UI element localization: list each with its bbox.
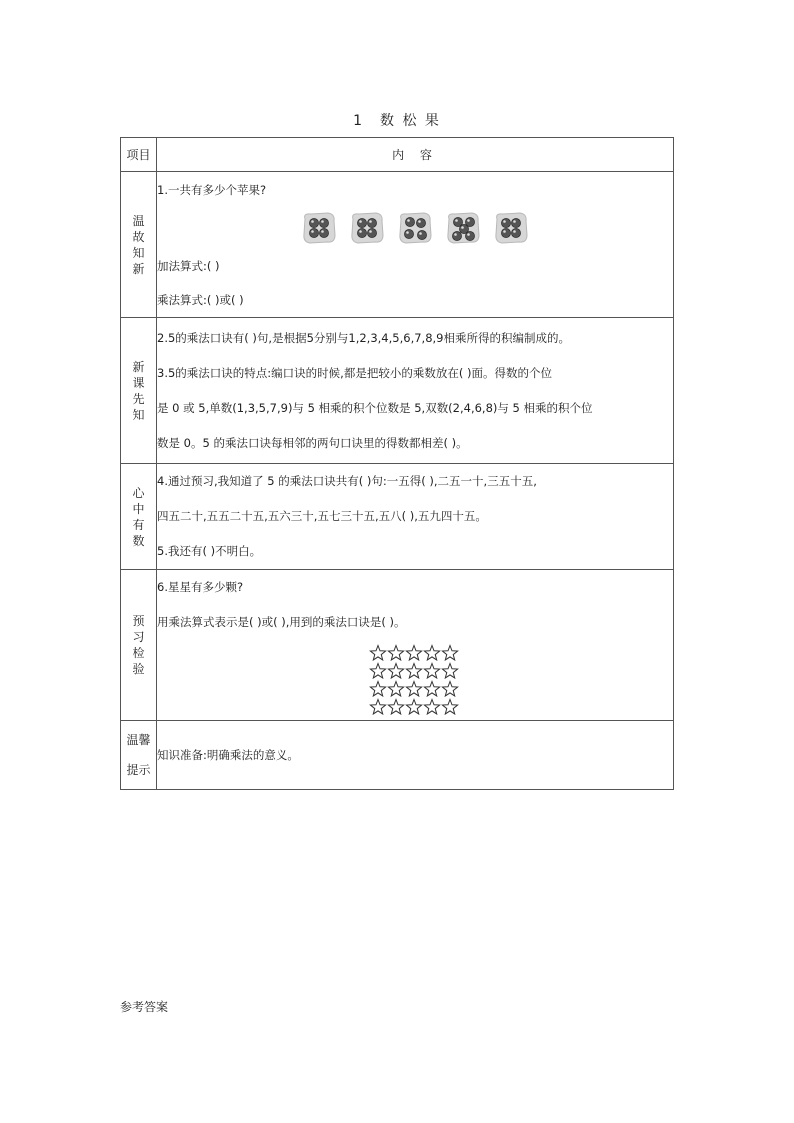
star-icon (442, 664, 457, 678)
section-label-check: 预 习 检 验 (121, 570, 157, 721)
section-content-mind (157, 464, 674, 570)
section-label-preview: 新 课 先 知 (121, 318, 157, 464)
section-content-review (157, 172, 674, 318)
question-1: 1.一共有多少个苹果? (157, 182, 267, 197)
star-icon (442, 700, 457, 714)
tip-text: 知识准备:明确乘法的意义。 (157, 747, 299, 762)
apple-highlight (467, 233, 470, 236)
apple (417, 230, 426, 239)
question-1-addition: 加法算式:( ) (157, 258, 220, 273)
page-title (0, 110, 794, 130)
star-icon (424, 646, 439, 660)
answer-key-heading: 参考答案 (120, 1000, 169, 1014)
section-content-tip (157, 721, 674, 790)
apple-highlight (467, 219, 470, 222)
plate (352, 213, 383, 243)
star-icon (370, 700, 385, 714)
apple (511, 228, 520, 237)
apple (367, 218, 376, 227)
apple (404, 229, 413, 238)
question-6: 6.星星有多少颗? (157, 580, 244, 594)
apple-highlight (503, 220, 506, 223)
apple-highlight (321, 220, 324, 223)
star-icon (406, 646, 421, 660)
star-icon (388, 646, 403, 660)
section-label-mind: 心 中 有 数 (121, 464, 157, 570)
star-icon (370, 646, 385, 660)
star-icon (388, 682, 403, 696)
apple-highlight (407, 219, 410, 222)
header-label: 项目 (121, 138, 157, 172)
apple-highlight (454, 233, 457, 236)
star-icon (388, 700, 403, 714)
apple-highlight (311, 220, 314, 223)
plate (496, 213, 527, 243)
star-icon (370, 664, 385, 678)
apple-highlight (359, 230, 362, 233)
section-label-review: 温 故 知 新 (121, 172, 157, 318)
star-icon (406, 700, 421, 714)
section-preview (121, 318, 674, 464)
star-icon (424, 682, 439, 696)
question-4-line-1: 4.通过预习,我知道了 5 的乘法口诀共有( )句:一五得( ),二五一十,三五十五, (157, 474, 537, 488)
apple (501, 218, 510, 227)
apple (357, 228, 366, 237)
star-grid-svg (369, 644, 461, 716)
section-review (121, 172, 674, 318)
apple-highlight (461, 226, 464, 229)
apple-groups (157, 207, 673, 249)
question-4-line-2: 四五二十,五五二十五,五六三十,五七三十五,五八( ),五九四十五。 (157, 509, 487, 523)
star-icon (406, 664, 421, 678)
plate (400, 213, 431, 243)
header-content: 内 容 (157, 138, 674, 172)
apple-group (445, 211, 481, 245)
section-mind (121, 464, 674, 570)
star-grid (157, 644, 673, 716)
apple-highlight (455, 219, 458, 222)
star-icon (442, 682, 457, 696)
apple (405, 217, 414, 226)
apple-highlight (513, 220, 516, 223)
question-3-line-3: 数是 0。5 的乘法口诀每相邻的两句口诀里的得数都相差( )。 (157, 435, 468, 450)
apple-group (349, 211, 385, 245)
section-content-check (157, 570, 674, 721)
apple (309, 218, 318, 227)
apple-highlight (311, 230, 314, 233)
star-icon (370, 682, 385, 696)
apple (357, 218, 366, 227)
apple-highlight (369, 230, 372, 233)
question-2: 2.5的乘法口诀有( )句,是根据5分别与1,2,3,4,5,6,7,8,9相乘所得的积编制成的。 (157, 330, 570, 345)
section-tip (121, 721, 674, 790)
worksheet-table (120, 137, 674, 790)
apple (367, 228, 376, 237)
apple-highlight (513, 230, 516, 233)
star-icon (442, 646, 457, 660)
plate (304, 213, 335, 243)
question-3-line-1: 3.5的乘法口诀的特点:编口诀的时候,都是把较小的乘数放在( )面。得数的个位 (157, 365, 552, 380)
apple (452, 231, 461, 240)
apple (319, 218, 328, 227)
section-content-preview (157, 318, 674, 464)
apple-group (397, 211, 433, 245)
apple-highlight (321, 230, 324, 233)
header-row (121, 138, 674, 172)
star-icon (424, 700, 439, 714)
apple-highlight (503, 230, 506, 233)
star-icon (424, 664, 439, 678)
apple-highlight (406, 231, 409, 234)
lesson-title: 数 松 果 (380, 113, 441, 129)
apple (511, 218, 520, 227)
section-check (121, 570, 674, 721)
apple-group (493, 211, 529, 245)
star-icon (388, 664, 403, 678)
question-6-expression: 用乘法算式表示是( )或( ),用到的乘法口诀是( )。 (157, 615, 406, 629)
apple-highlight (418, 220, 421, 223)
lesson-number: 1 (353, 113, 364, 129)
apple-highlight (419, 232, 422, 235)
question-3-line-2: 是 0 或 5,单数(1,3,5,7,9)与 5 相乘的积个位数是 5,双数(2,4,6,8)与 5 相乘的积个位 (157, 400, 593, 415)
section-label-tip: 温馨 提示 (121, 721, 157, 790)
question-1-multiplication: 乘法算式:( )或( ) (157, 292, 244, 307)
question-5: 5.我还有( )不明白。 (157, 544, 262, 558)
star-icon (406, 682, 421, 696)
apple (416, 218, 425, 227)
apple-highlight (359, 220, 362, 223)
apple (501, 228, 510, 237)
apple (309, 228, 318, 237)
apple-group (301, 211, 337, 245)
apple (319, 228, 328, 237)
apple (465, 231, 474, 240)
apple-highlight (369, 220, 372, 223)
